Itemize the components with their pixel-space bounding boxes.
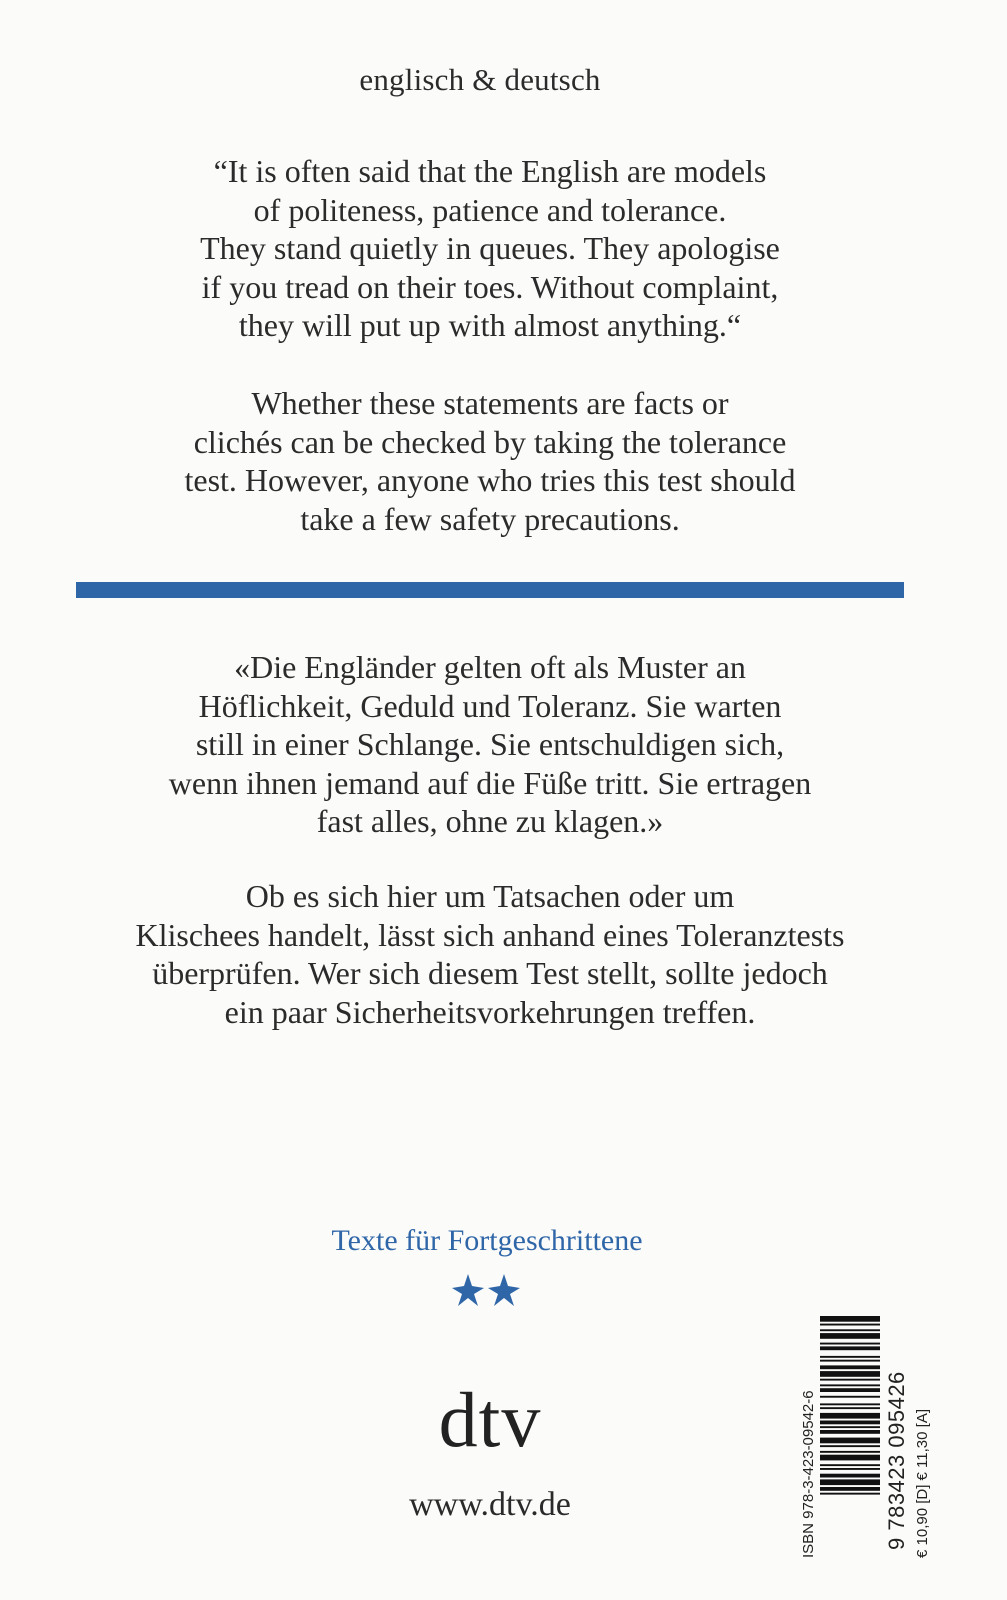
- english-description-line: Whether these statements are facts or: [251, 385, 729, 421]
- barcode-bar: [820, 1343, 880, 1345]
- german-quote-line: fast alles, ohne zu klagen.»: [316, 803, 664, 839]
- barcode-area: [796, 1312, 946, 1562]
- english-quote-line: “It is often said that the English are models: [213, 153, 767, 189]
- english-quote: [60, 152, 920, 345]
- english-quote-line: if you tread on their toes. Without complaint,: [201, 268, 779, 305]
- barcode-bar: [820, 1430, 880, 1434]
- publisher-logo: dtv: [438, 1376, 542, 1463]
- website-link[interactable]: www.dtv.de: [409, 1486, 571, 1523]
- english-description-line: take a few safety precautions.: [300, 500, 680, 537]
- barcode-bar: [820, 1388, 880, 1392]
- star-icon: [452, 1274, 484, 1306]
- barcode-bar: [820, 1413, 880, 1419]
- barcode-bar: [820, 1316, 880, 1322]
- barcode-bar: [820, 1421, 880, 1425]
- barcode-bar: [820, 1455, 880, 1461]
- english-quote-line: they will put up with almost anything.“: [238, 307, 742, 343]
- english-description-line: test. However, anyone who tries this test should: [184, 462, 796, 498]
- barcode-digits: 9 783423 095426: [884, 1371, 909, 1550]
- german-description-line: überprüfen. Wer sich diesem Test stellt, sollte jedoch: [152, 955, 828, 991]
- barcode-bar: [820, 1438, 880, 1444]
- barcode-bar: [820, 1493, 880, 1495]
- barcode-bar: [820, 1379, 880, 1381]
- difficulty-stars: [448, 1270, 528, 1310]
- barcode-bar: [820, 1468, 880, 1470]
- barcode-bar: [820, 1384, 880, 1386]
- barcode-bar: [820, 1329, 880, 1331]
- german-description: [60, 877, 920, 1031]
- barcode-bar: [820, 1474, 880, 1478]
- german-quote-line: wenn ihnen jemand auf die Füße tritt. Sie ertragen: [168, 764, 812, 801]
- barcode-icon: [820, 1312, 882, 1562]
- barcode-bar: [820, 1333, 880, 1339]
- barcode-bar: [820, 1356, 880, 1358]
- barcode-bar: [820, 1346, 880, 1350]
- barcode-bar: [820, 1487, 880, 1491]
- barcode-bar: [820, 1324, 880, 1326]
- price-label: € 10,90 [D] € 11,30 [A]: [914, 1409, 931, 1558]
- english-quote-line: of politeness, patience and tolerance.: [253, 191, 727, 228]
- barcode-bar: [820, 1403, 880, 1405]
- barcode-bar: [820, 1396, 880, 1398]
- barcode-bar: [820, 1360, 880, 1362]
- series-title: Texte für Fortgeschrittene: [331, 1224, 643, 1257]
- blue-divider-bar: [76, 582, 904, 598]
- barcode-bar: [820, 1479, 880, 1485]
- english-description: [60, 384, 920, 538]
- barcode-bar: [820, 1365, 880, 1369]
- english-description-line: clichés can be checked by taking the tolerance: [193, 423, 787, 460]
- german-quote-line: Höflichkeit, Geduld und Toleranz. Sie warten: [198, 687, 782, 724]
- german-quote: [60, 648, 920, 841]
- german-quote-line: «Die Engländer gelten oft als Muster an: [234, 649, 746, 685]
- isbn-number: ISBN 978-3-423-09542-6: [800, 1390, 817, 1558]
- barcode-bar: [820, 1426, 880, 1428]
- barcode-bar: [820, 1407, 880, 1409]
- barcode-bar: [820, 1445, 880, 1447]
- star-icon: [488, 1274, 520, 1306]
- language-label: englisch & deutsch: [359, 62, 601, 97]
- german-description-line: ein paar Sicherheitsvorkehrungen treffen.: [224, 993, 756, 1030]
- english-quote-line: They stand quietly in queues. They apologise: [200, 230, 780, 266]
- barcode-bar: [820, 1371, 880, 1377]
- german-description-line: Ob es sich hier um Tatsachen oder um: [245, 878, 735, 914]
- barcode-bar: [820, 1464, 880, 1466]
- german-description-line: Klischees handelt, lässt sich anhand eines Toleranztests: [135, 916, 845, 953]
- german-quote-line: still in einer Schlange. Sie entschuldigen sich,: [195, 726, 785, 762]
- barcode-bar: [820, 1451, 880, 1453]
